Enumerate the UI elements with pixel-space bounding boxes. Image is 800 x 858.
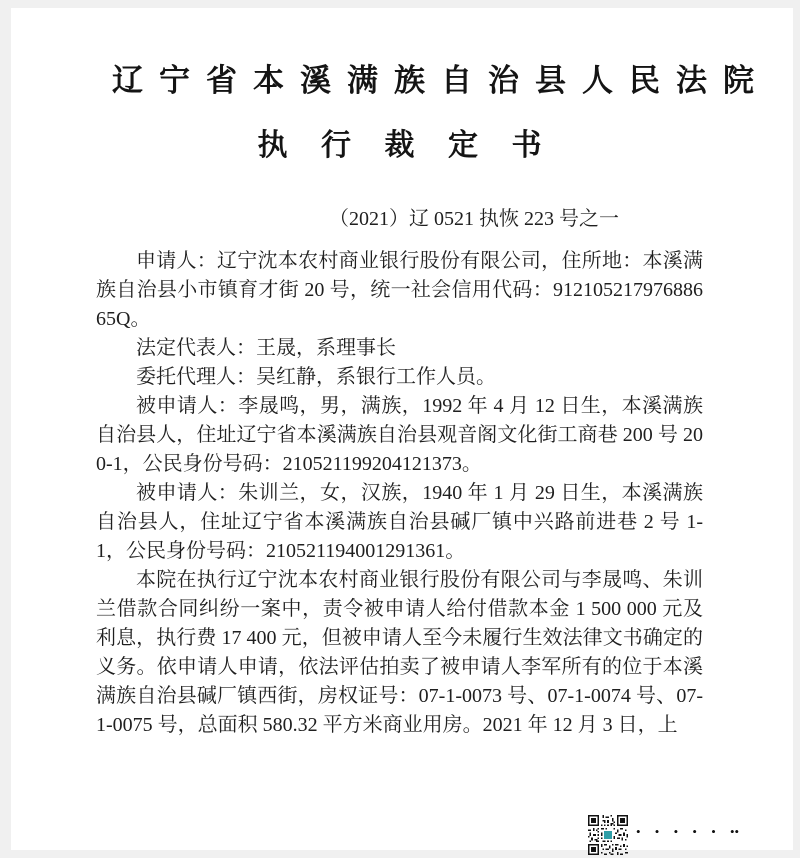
qr-code-icon (588, 815, 628, 855)
case-number: （2021）辽 0521 执恢 223 号之一 (329, 208, 619, 230)
document-content (11, 62, 793, 740)
document-page (11, 8, 793, 850)
paragraph-legal-representative: 法定代表人：王晟，系理事长 (136, 337, 396, 359)
paragraph-applicant: 申请人：辽宁沈本农村商业银行股份有限公司，住所地：本溪满族自治县小市镇育才街 20 号，统一社会信用代码：91210521797688665Q。 (96, 250, 703, 330)
court-name-heading: 辽宁省本溪满族自治县人民法院 (112, 63, 770, 98)
paragraph-respondent-1: 被申请人：李晟鸣，男，满族，1992 年 4 月 12 日生，本溪满族自治县人，住址辽宁省本溪满族自治县观音阁文化街工商巷 200 号 200-1，公民身份号码：210521199204121373。 (96, 395, 703, 475)
paragraph-entrusted-agent: 委托代理人：吴红静，系银行工作人员。 (136, 366, 496, 388)
paragraph-respondent-2: 被申请人：朱训兰，女，汉族，1940 年 1 月 29 日生，本溪满族自治县人，住址辽宁省本溪满族自治县碱厂镇中兴路前进巷 2 号 1-1，公民身份号码：210521194001291361。 (96, 482, 703, 562)
footer-dots: • • • • • •• (636, 824, 740, 839)
document-body (96, 247, 703, 740)
document-title: 执 行 裁 定 书 (257, 129, 555, 162)
paragraph-court-findings: 本院在执行辽宁沈本农村商业银行股份有限公司与李晟鸣、朱训兰借款合同纠纷一案中，责令被申请人给付借款本金 1 500 000 元及利息，执行费 17 400 元，但被申请人至今未履行生效法律文书确定的义务。依申请人申请，依法评估拍卖了被申请人李军所有的位于本溪满族自治县碱厂镇西街，房权证号：07-1-0073 号、07-1-0074 号、07-1-0075 号，总面积 580.32 平方米商业用房。2021 年 12 月 3 日，上 (96, 569, 703, 736)
